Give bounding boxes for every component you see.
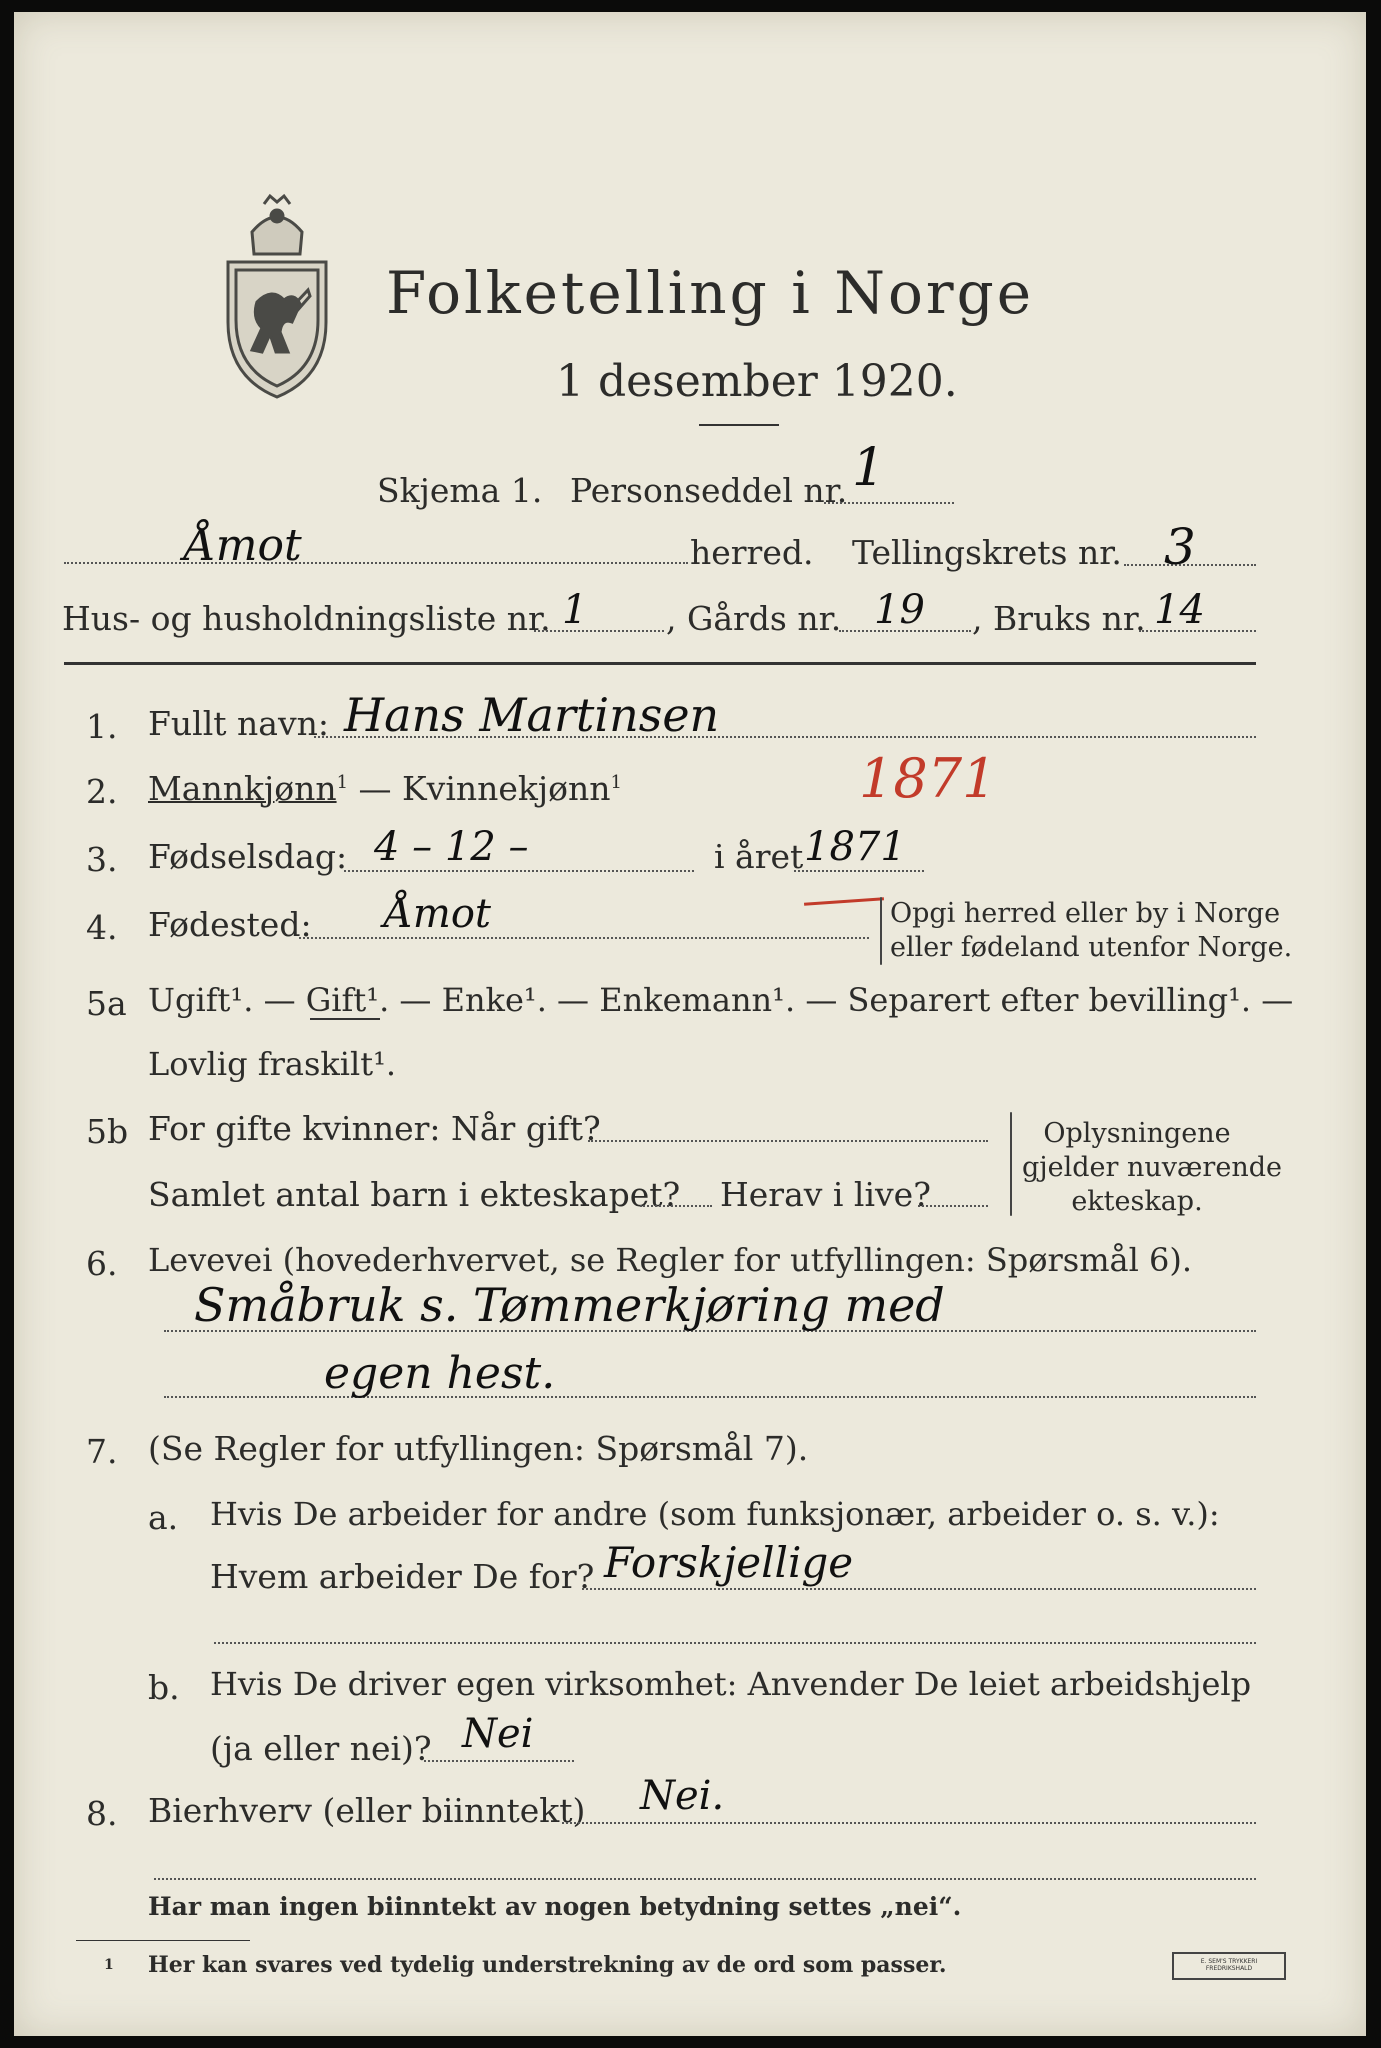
herred-line xyxy=(64,562,688,564)
q3-line xyxy=(344,870,694,872)
q1-value: Hans Martinsen xyxy=(344,688,720,742)
q7b-value: Nei xyxy=(462,1711,534,1757)
q4-note-2: eller fødeland utenfor Norge. xyxy=(890,932,1293,963)
q3-number: 3. xyxy=(86,840,118,879)
q5b-alive-line xyxy=(918,1205,988,1207)
hus-line xyxy=(534,630,664,632)
red-mark xyxy=(804,897,884,906)
q7b-letter: b. xyxy=(148,1668,180,1707)
printer-stamp xyxy=(1172,1952,1286,1980)
coat-of-arms-icon xyxy=(222,192,332,407)
footnote-divider xyxy=(76,1940,250,1941)
q3-year-line xyxy=(794,870,924,872)
female-option: Kvinnekjønn xyxy=(402,769,611,808)
q5b-line2a: Samlet antal barn i ekteskapet? xyxy=(148,1175,681,1214)
q6-value-1: Småbruk s. Tømmerkjøring med xyxy=(194,1278,945,1332)
form-title: Folketelling i Norge xyxy=(386,259,1035,327)
census-form-page xyxy=(14,12,1366,2036)
gift-underline xyxy=(310,1018,380,1020)
q5b-note-1: Oplysningene xyxy=(1043,1118,1231,1149)
section-divider xyxy=(64,662,1256,665)
q5b-line2b: Herav i live? xyxy=(720,1175,931,1214)
q7-number: 7. xyxy=(86,1432,118,1471)
gards-value: 19 xyxy=(874,587,925,633)
q7a-line2: Hvem arbeider De for? xyxy=(210,1557,595,1596)
footnote-text: Her kan svares ved tydelig understrekning av de ord som passer. xyxy=(148,1952,947,1978)
printer-stamp-text: E. SEM'S TRYKKERI FREDRIKSHALD xyxy=(1200,1958,1258,1972)
tellingskrets-label: Tellingskrets nr. xyxy=(852,533,1122,572)
q7b-line xyxy=(424,1760,574,1762)
q3-label: Fødselsdag: xyxy=(148,837,348,876)
q6-label: Levevei (hovederhvervet, se Regler for utfyllingen: Spørsmål 6). xyxy=(148,1241,1193,1279)
q2-options: Mannkjønn$^1$ — Kvinnekjønn$^1$ xyxy=(148,769,622,808)
herred-label: herred. xyxy=(690,533,814,572)
q5b-note-3: ekteskap. xyxy=(1071,1186,1203,1217)
bruks-label: , Bruks nr. xyxy=(972,599,1146,638)
q3-year-label: i året xyxy=(714,837,804,876)
footnote-mark: 1 xyxy=(104,1957,114,1973)
q5b-married-line xyxy=(588,1140,988,1142)
q6-value-2: egen hest. xyxy=(324,1348,556,1399)
male-option: Mannkjønn xyxy=(148,769,337,808)
tellingskrets-value: 3 xyxy=(1164,518,1196,576)
q2-separator: — xyxy=(358,769,392,808)
hus-label: Hus- og husholdningsliste nr. xyxy=(62,599,551,638)
herred-value: Åmot xyxy=(184,520,302,571)
q1-label: Fullt navn: xyxy=(148,704,329,743)
q7a-line-extra xyxy=(214,1642,1256,1644)
q5b-note-2: gjelder nuværende xyxy=(1022,1152,1282,1183)
q5b-brace xyxy=(1010,1112,1012,1216)
q2-annotation: 1871 xyxy=(859,747,997,810)
q8-line xyxy=(562,1822,1256,1824)
footer-note: Har man ingen biinntekt av nogen betydning settes „nei“. xyxy=(148,1892,962,1921)
q5a-line2: Lovlig fraskilt¹. xyxy=(148,1045,397,1083)
q7a-line xyxy=(582,1588,1256,1590)
q4-value: Åmot xyxy=(384,891,491,937)
personseddel-line xyxy=(824,502,954,504)
q5a-number: 5a xyxy=(86,984,127,1023)
q4-note-1: Opgi herred eller by i Norge xyxy=(890,898,1281,929)
q7a-line1: Hvis De arbeider for andre (som funksjonær, arbeider o. s. v.): xyxy=(210,1495,1220,1533)
q8-number: 8. xyxy=(86,1794,118,1833)
q2-number: 2. xyxy=(86,772,118,811)
q4-brace xyxy=(880,897,882,965)
q7b-line2: (ja eller nei)? xyxy=(210,1729,432,1768)
q7-label: (Se Regler for utfyllingen: Spørsmål 7). xyxy=(148,1429,809,1468)
q7a-value: Forskjellige xyxy=(604,1538,854,1587)
blank-line xyxy=(154,1878,1256,1880)
q1-number: 1. xyxy=(86,707,118,746)
bruks-value: 14 xyxy=(1154,587,1205,633)
header-divider xyxy=(699,424,779,426)
q5b-children-line xyxy=(640,1205,712,1207)
q5b-number: 5b xyxy=(86,1112,129,1151)
q5a-options: Ugift¹. — Gift¹. — Enke¹. — Enkemann¹. — Separert efter bevilling¹. — xyxy=(148,981,1294,1019)
hus-value: 1 xyxy=(562,587,588,633)
q6-number: 6. xyxy=(86,1244,118,1283)
q4-number: 4. xyxy=(86,908,118,947)
q8-value: Nei. xyxy=(640,1773,725,1819)
q3-value: 4 – 12 – xyxy=(374,824,529,870)
q7b-line1: Hvis De driver egen virksomhet: Anvender De leiet arbeidshjelp xyxy=(210,1665,1252,1703)
q4-line xyxy=(299,937,869,939)
q7a-letter: a. xyxy=(148,1498,179,1537)
q5b-line1: For gifte kvinner: Når gift? xyxy=(148,1109,601,1148)
personseddel-label: Personseddel nr. xyxy=(570,471,848,510)
q3-year-value: 1871 xyxy=(804,824,906,870)
personseddel-value: 1 xyxy=(852,438,886,498)
q4-label: Fødested: xyxy=(148,905,312,944)
form-date: 1 desember 1920. xyxy=(556,356,958,407)
skjema-label: Skjema 1. xyxy=(377,471,543,510)
q8-label: Bierhverv (eller biinntekt) xyxy=(148,1791,586,1830)
gards-label: , Gårds nr. xyxy=(666,599,842,638)
